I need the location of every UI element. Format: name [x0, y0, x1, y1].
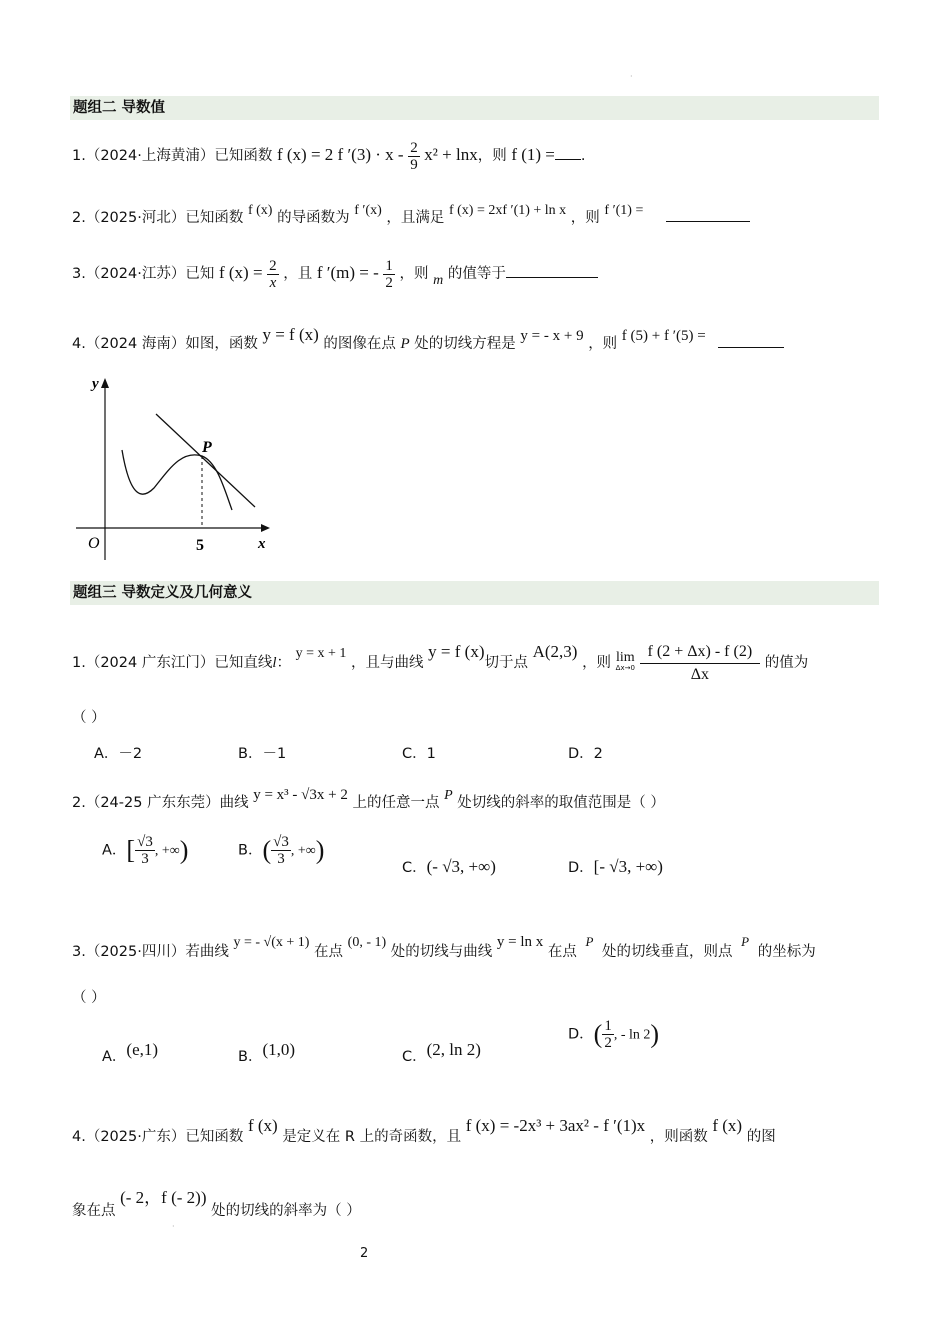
section-title: 题组三 导数定义及几何意义: [70, 581, 879, 605]
x-axis-label: x: [258, 536, 266, 552]
fraction: $\frac{2}{x}$: [269, 257, 277, 291]
question-3-4: 4.（2025·广东）已知函数 f (x) 是定义在 R 上的奇函数，且 f (x) = -2x³ + 3ax² - f ′(1)x ，则函数 f (x) 的图: [72, 1116, 776, 1145]
y-axis-label: y: [92, 376, 99, 392]
fraction: $\frac{2}{9}$: [410, 139, 418, 173]
option-d[interactable]: D．[- √3, +∞): [568, 857, 663, 876]
x-axis-arrow: [261, 524, 270, 532]
answer-paren: （ ）: [72, 710, 106, 726]
point-label: P: [202, 439, 212, 456]
tangent-line: [156, 414, 255, 507]
function-graph: [72, 368, 282, 564]
option-c[interactable]: C．1: [402, 746, 436, 762]
option-a[interactable]: A．[ $\frac{√3}{3}$ , +∞): [102, 834, 189, 867]
tick-label: 5: [196, 537, 204, 554]
top-mark: ·: [630, 72, 633, 81]
question-2-4: 4.（2024 海南）如图，函数 y = f (x) 的图像在点 P 处的切线方程是 y = - x + 9 ，则 f (5) + f ′(5) =: [72, 318, 784, 361]
option-a[interactable]: A．(e,1): [102, 1040, 159, 1065]
y-axis-arrow: [101, 378, 109, 388]
option-d[interactable]: D．2: [568, 746, 603, 762]
section-title: 题组二 导数值: [70, 96, 879, 120]
option-b[interactable]: B．－1: [238, 746, 287, 762]
limit-expression: lim Δx→0 $\frac{f (2 + \Delta x) - f (2)}{\Delta x}$: [616, 629, 760, 697]
option-d[interactable]: D．( $\frac{1}{2}$ , - ln 2): [568, 1018, 660, 1051]
answer-blank[interactable]: [555, 145, 581, 160]
answer-paren: （ ）: [72, 990, 106, 1006]
page-number: 2: [360, 1246, 369, 1261]
question-2-3: 3.（2024·江苏）已知 f (x) = $\frac{2}{x}$ ，且 f ′(m) = - $\frac{1}{2}$ ，则 m 的值等于: [72, 256, 598, 298]
option-b[interactable]: B．( $\frac{√3}{3}$ , +∞): [238, 834, 325, 867]
curve: [122, 450, 232, 510]
question-3-3: 3.（2025·四川）若曲线 y = - √(x + 1) 在点 (0, - 1) 处的切线与曲线 y = ln x 在点 P 处的切线垂直，则点 P 的坐标为: [72, 934, 816, 960]
option-c[interactable]: C．(2, ln 2): [402, 1040, 481, 1065]
option-b[interactable]: B．(1,0): [238, 1040, 296, 1065]
question-3-1: 1.（2024 广东江门）已知直线l： y = x + 1 ，且与曲线 y = f (x)切于点 A(2,3) ，则 lim Δx→0 $\frac{f (2 + \Delta x) - f (2)}{\Delta x}$ 的值为: [72, 618, 808, 697]
bottom-mark: ·: [172, 1222, 175, 1231]
fraction: $\frac{1}{2}$: [385, 257, 393, 291]
question-2-1: 1.（2024·上海黄浦）已知函数 f (x) = 2 f ′(3) · x - $\frac{2}{9}$ x² + lnx，则 f (1) = .: [72, 139, 586, 173]
option-a[interactable]: A．－2: [94, 746, 143, 762]
question-3-4-line2: 象在点 (- 2，f (- 2)) 处的切线的斜率为（ ）: [72, 1188, 361, 1219]
answer-blank[interactable]: [666, 207, 750, 222]
option-c[interactable]: C．(- √3, +∞): [402, 857, 496, 876]
question-3-2: 2.（24-25 广东东莞）曲线 y = x³ - √3x + 2 上的任意一点 P 处切线的斜率的取值范围是（ ）: [72, 787, 665, 811]
origin-label: O: [88, 535, 100, 552]
answer-blank[interactable]: [506, 263, 598, 278]
question-2-2: 2.（2025·河北）已知函数 f (x) 的导函数为 f ′(x) ，且满足 f (x) = 2xf ′(1) + ln x ，则 f ′(1) =: [72, 196, 750, 233]
answer-blank[interactable]: [718, 333, 784, 348]
